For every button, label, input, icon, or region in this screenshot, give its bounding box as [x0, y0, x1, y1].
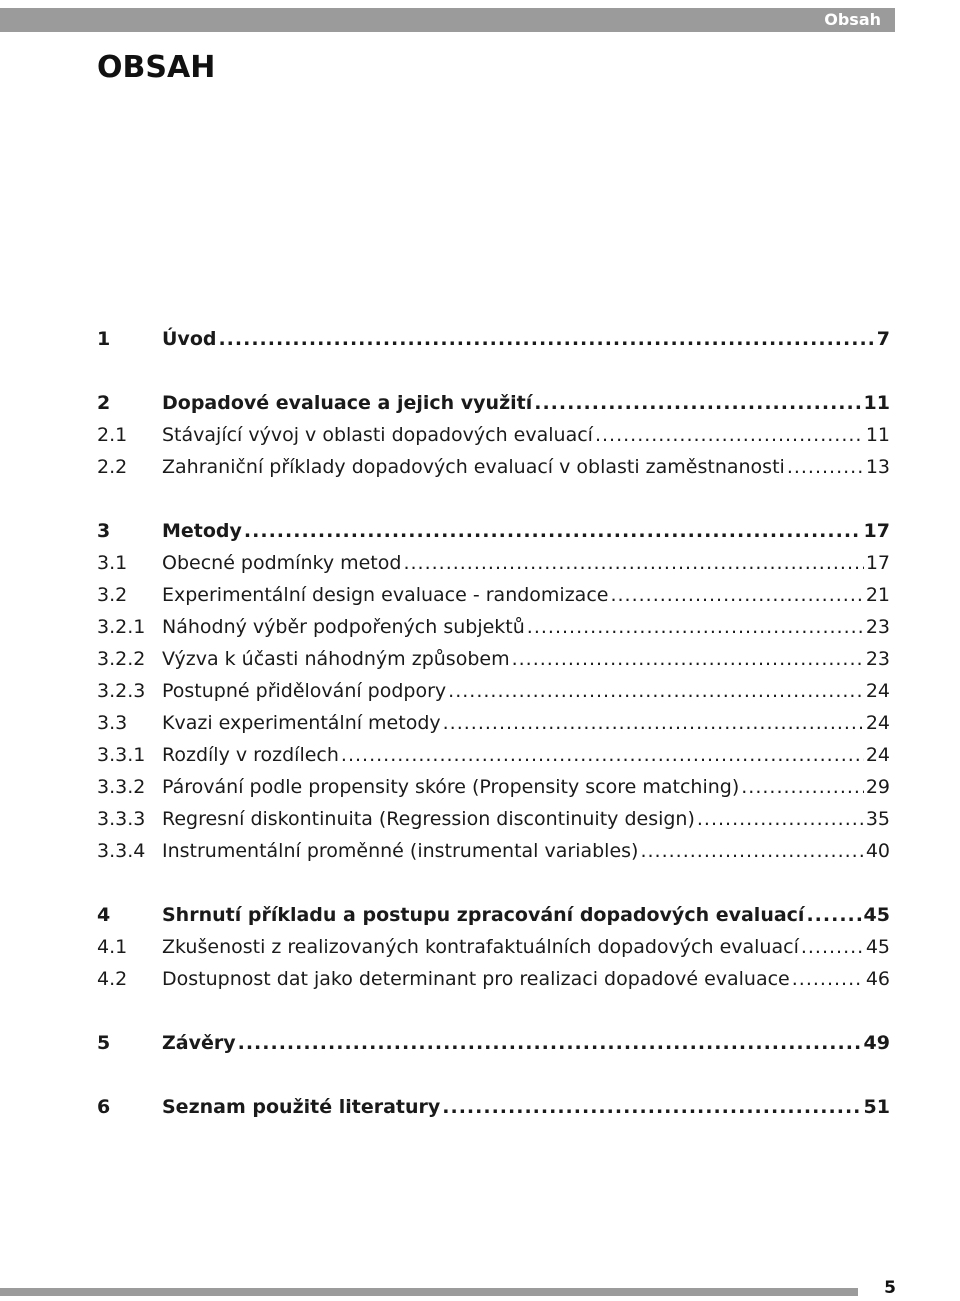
dot-leader [640, 836, 863, 866]
toc-entry-page: 23 [865, 616, 890, 638]
toc-entry-number: 3.3.1 [97, 744, 146, 766]
dot-leader [741, 772, 864, 802]
toc-entry-number: 3.1 [97, 552, 128, 574]
toc-entry-title: Experimentální design evaluace - randomizace [162, 584, 609, 606]
toc-entry-title: Výzva k účasti náhodným způsobem [162, 648, 510, 670]
toc-entry-page: 40 [865, 840, 890, 862]
toc-entry-title: Dostupnost dat jako determinant pro realizaci dopadové evaluace [162, 968, 790, 990]
toc-entry-page: 24 [865, 680, 890, 702]
toc-entry[interactable] [97, 324, 890, 354]
toc-entry-title: Stávající vývoj v oblasti dopadových evaluací [162, 424, 593, 446]
toc-entry-page: 17 [865, 552, 890, 574]
toc-entry[interactable] [97, 580, 890, 610]
toc-entry-number: 2.2 [97, 456, 128, 478]
dot-leader [787, 452, 864, 482]
toc-entry-title: Párování podle propensity skóre (Propensity score matching) [162, 776, 740, 798]
toc-entry-page: 51 [863, 1096, 890, 1118]
toc-entry-page: 13 [865, 456, 890, 478]
toc-entry-title: Kvazi experimentální metody [162, 712, 441, 734]
toc-entry[interactable] [97, 452, 890, 482]
toc-entry-title: Instrumentální proměnné (instrumental variables) [162, 840, 639, 862]
toc-entry-number: 4 [97, 904, 111, 926]
toc-entry-page: 11 [863, 392, 890, 414]
toc-entry-title: Metody [162, 520, 242, 542]
toc-entry-title: Obecné podmínky metod [162, 552, 402, 574]
toc-entry-page: 23 [865, 648, 890, 670]
toc-entry[interactable] [97, 388, 890, 418]
footer-bar [0, 1288, 858, 1296]
toc-entry-page: 35 [865, 808, 890, 830]
dot-leader [448, 676, 864, 706]
toc-entry[interactable] [97, 804, 890, 834]
toc-entry-number: 3.2.3 [97, 680, 146, 702]
toc-entry[interactable] [97, 516, 890, 546]
toc-entry[interactable] [97, 676, 890, 706]
toc-entry-number: 3.3.3 [97, 808, 146, 830]
dot-leader [801, 932, 864, 962]
dot-leader [244, 516, 862, 546]
dot-leader [238, 1028, 862, 1058]
toc-entry-number: 3.2.2 [97, 648, 146, 670]
dot-leader [403, 548, 863, 578]
toc-entry[interactable] [97, 420, 890, 450]
dot-leader [443, 708, 864, 738]
toc-entry-number: 3.3.4 [97, 840, 146, 862]
dot-leader [442, 1092, 861, 1122]
toc-entry-title: Shrnutí příkladu a postupu zpracování dopadových evaluací [162, 904, 805, 926]
toc-entry-title: Úvod [162, 328, 217, 350]
toc-entry-number: 3.3 [97, 712, 128, 734]
toc-entry-page: 46 [865, 968, 890, 990]
toc-entry-page: 21 [865, 584, 890, 606]
toc-entry-title: Náhodný výběr podpořených subjektů [162, 616, 525, 638]
toc-entry-page: 45 [863, 904, 890, 926]
toc-entry-page: 7 [876, 328, 890, 350]
toc-entry[interactable] [97, 772, 890, 802]
toc-entry-number: 2.1 [97, 424, 128, 446]
toc-entry-number: 3.2.1 [97, 616, 146, 638]
toc-entry[interactable] [97, 836, 890, 866]
toc-entry-number: 4.1 [97, 936, 128, 958]
toc-entry-page: 49 [863, 1032, 890, 1054]
section-label: Obsah [824, 10, 881, 29]
dot-leader [806, 900, 861, 930]
page-number: 5 [884, 1278, 896, 1298]
toc-entry-number: 3.3.2 [97, 776, 146, 798]
toc-entry[interactable] [97, 740, 890, 770]
toc-entry[interactable] [97, 644, 890, 674]
toc-entry-page: 17 [863, 520, 890, 542]
header-bar [0, 8, 895, 32]
dot-leader [341, 740, 864, 770]
toc-entry-title: Rozdíly v rozdílech [162, 744, 339, 766]
toc-entry[interactable] [97, 548, 890, 578]
toc-entry-title: Závěry [162, 1032, 236, 1054]
toc-entry-title: Regresní diskontinuita (Regression discontinuity design) [162, 808, 695, 830]
toc-entry-page: 29 [865, 776, 890, 798]
dot-leader [218, 324, 874, 354]
toc-entry-title: Zahraniční příklady dopadových evaluací v oblasti zaměstnanosti [162, 456, 785, 478]
toc-entry-page: 11 [865, 424, 890, 446]
toc-entry-page: 24 [865, 744, 890, 766]
dot-leader [792, 964, 864, 994]
dot-leader [610, 580, 863, 610]
toc-entry-page: 45 [865, 936, 890, 958]
toc-entry[interactable] [97, 964, 890, 994]
toc-entry-title: Seznam použité literatury [162, 1096, 441, 1118]
dot-leader [527, 612, 864, 642]
toc-entry[interactable] [97, 1092, 890, 1122]
dot-leader [534, 388, 861, 418]
toc-entry-number: 1 [97, 328, 111, 350]
toc-entry-number: 3.2 [97, 584, 128, 606]
toc-entry[interactable] [97, 612, 890, 642]
toc-entry-number: 5 [97, 1032, 111, 1054]
toc-entry-number: 4.2 [97, 968, 128, 990]
dot-leader [595, 420, 864, 450]
page-title: OBSAH [97, 50, 216, 85]
toc-entry-number: 2 [97, 392, 111, 414]
toc-entry-page: 24 [865, 712, 890, 734]
toc-entry-number: 6 [97, 1096, 111, 1118]
toc-entry-title: Postupné přidělování podpory [162, 680, 447, 702]
toc-entry-title: Dopadové evaluace a jejich využití [162, 392, 533, 414]
toc-entry[interactable] [97, 900, 890, 930]
toc-entry[interactable] [97, 1028, 890, 1058]
dot-leader [697, 804, 864, 834]
dot-leader [512, 644, 864, 674]
toc-entry-number: 3 [97, 520, 111, 542]
toc-entry-title: Zkušenosti z realizovaných kontrafaktuálních dopadových evaluací [162, 936, 799, 958]
toc-entry[interactable] [97, 708, 890, 738]
toc-entry[interactable] [97, 932, 890, 962]
